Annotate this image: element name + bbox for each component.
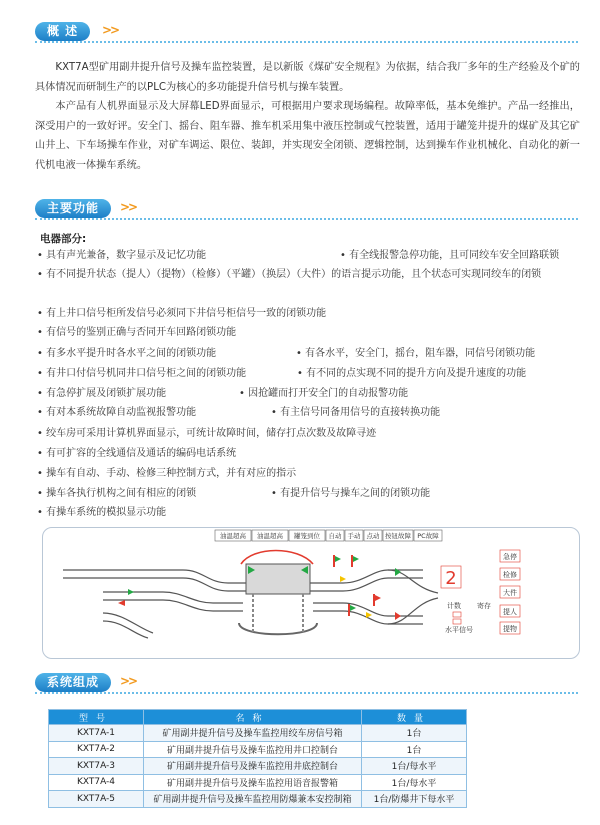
feature-item: • 有上井口信号柜所发信号必须同下井信号柜信号一致的闭锁功能 bbox=[37, 308, 327, 319]
counter-area bbox=[441, 566, 491, 634]
feature-item: • 有主信号同备用信号的直接转换功能 bbox=[271, 407, 441, 418]
system-table bbox=[48, 709, 467, 808]
dotted-divider bbox=[35, 218, 578, 220]
feature-item: • 有操车系统的模拟显示功能 bbox=[37, 507, 167, 518]
table-row bbox=[49, 774, 467, 791]
feature-item: • 有各水平，安全门，摇台，阻车器，同信号闭锁功能 bbox=[296, 348, 536, 359]
feature-item: • 有不同提升状态（提人）（提物）（检修）（平罐）（换层）（大件）的语言提示功能，且个状态可实现同绞车的闭锁 bbox=[37, 269, 542, 280]
section-title-system: 系统组成 bbox=[35, 673, 111, 692]
table-row bbox=[49, 758, 467, 775]
arrows-icon: >> bbox=[120, 674, 137, 688]
top-label-0: 油温超高 bbox=[220, 532, 246, 540]
col-header-qty: 数量 bbox=[362, 710, 467, 725]
right-label-4: 提物 bbox=[503, 625, 517, 633]
cell-qty: 1台/防爆井下每水平 bbox=[362, 791, 467, 808]
count-label: 计数 bbox=[447, 602, 461, 610]
counter-digit: 2 bbox=[445, 568, 457, 589]
section-title-overview: 概 述 bbox=[35, 22, 90, 41]
dotted-divider bbox=[35, 41, 578, 43]
cell-qty: 1台 bbox=[362, 741, 467, 758]
section-header-functions bbox=[0, 197, 600, 221]
cell-model: KXT7A-4 bbox=[49, 774, 144, 791]
feature-item: • 有对本系统故障自动监视报警功能 bbox=[37, 407, 197, 418]
electrical-subheading: 电器部分: bbox=[40, 233, 87, 245]
feature-item: • 具有声光兼备，数字显示及记忆功能 bbox=[37, 250, 207, 261]
level-label: 水平信号 bbox=[445, 626, 473, 634]
feature-item: • 因抢罐而打开安全门的自动报警功能 bbox=[239, 388, 409, 399]
feature-item: • 有信号的鉴别正确与否同开车回路闭锁功能 bbox=[37, 327, 237, 338]
feature-item: • 有井口付信号机同井口信号柜之间的闭锁功能 bbox=[37, 368, 247, 379]
table-row bbox=[49, 741, 467, 758]
top-label-2: 罐笼到位 bbox=[294, 532, 320, 540]
top-label-6: 按钮故障 bbox=[385, 532, 411, 540]
cell-model: KXT7A-2 bbox=[49, 741, 144, 758]
simulation-diagram bbox=[42, 527, 580, 659]
cage-arc bbox=[241, 551, 313, 565]
section-header-system bbox=[0, 671, 600, 695]
cell-qty: 1台/每水平 bbox=[362, 758, 467, 775]
overview-paragraph-2: 本产品有人机界面显示及大屏幕LED界面显示，可根据用户要求现场编程。故障率低，基本免维护。产品一经推出，深受用户的一致好评。安全门、摇台、阻车器、推车机采用集中液压控制或气控装置，适用于罐笼井提升的煤矿及其它矿山井上、下车场操车作业，对矿车调运、限位、装卸，并实现安全闭锁、逻辑控制，达到操车作业机械化、自动化的新一代机电液一体操车系统。 bbox=[35, 101, 580, 171]
feature-item: • 有全线报警急停功能，且可同绞车安全回路联锁 bbox=[340, 250, 560, 261]
col-header-model: 型号 bbox=[49, 710, 144, 725]
cell-model: KXT7A-3 bbox=[49, 758, 144, 775]
overview-text bbox=[35, 58, 580, 175]
overview-paragraph-1: KXT7A型矿用副井提升信号及操车监控装置，是以新版《煤矿安全规程》为依据，结合我厂多年的生产经验及个矿的具体情况而研制生产的以PLC为核心的多功能提升信号机与操车装置。 bbox=[35, 62, 580, 93]
top-label-1: 油温超高 bbox=[257, 532, 283, 540]
right-label-1: 检修 bbox=[503, 571, 517, 579]
cell-name: 矿用副井提升信号及操车监控用防爆兼本安控制箱 bbox=[144, 791, 362, 808]
top-label-4: 手动 bbox=[347, 532, 361, 540]
cell-name: 矿用副井提升信号及操车监控用绞车房信号箱 bbox=[144, 725, 362, 742]
cell-name: 矿用副井提升信号及操车监控用井口控制台 bbox=[144, 741, 362, 758]
feature-item: • 有急停扩展及闭锁扩展功能 bbox=[37, 388, 167, 399]
feature-item: • 操车有自动、手动、检修三种控制方式，并有对应的指示 bbox=[37, 468, 297, 479]
feature-item: • 绞车房可采用计算机界面显示，可统计故障时间，储存打点次数及故障寻迹 bbox=[37, 428, 377, 439]
right-label-3: 提人 bbox=[503, 608, 517, 616]
section-title-functions: 主要功能 bbox=[35, 199, 111, 218]
table-row bbox=[49, 791, 467, 808]
feature-item: • 有不同的点实现不同的提升方向及提升速度的功能 bbox=[297, 368, 527, 379]
cage-bottom bbox=[239, 623, 317, 634]
cell-model: KXT7A-1 bbox=[49, 725, 144, 742]
right-label-0: 急停 bbox=[503, 553, 517, 561]
section-header-overview bbox=[0, 20, 600, 44]
top-label-7: PC故障 bbox=[417, 532, 439, 540]
feature-item: • 有提升信号与操车之间的闭锁功能 bbox=[271, 488, 431, 499]
arrows-icon: >> bbox=[120, 200, 137, 214]
cell-name: 矿用副井提升信号及操车监控用井底控制台 bbox=[144, 758, 362, 775]
cell-model: KXT7A-5 bbox=[49, 791, 144, 808]
feature-item: • 有多水平提升时各水平之间的闭锁功能 bbox=[37, 348, 217, 359]
store-label: 寄存 bbox=[477, 602, 491, 610]
col-header-name: 名称 bbox=[144, 710, 362, 725]
top-label-5: 点动 bbox=[366, 532, 380, 540]
dotted-divider bbox=[35, 692, 578, 694]
cell-qty: 1台/每水平 bbox=[362, 774, 467, 791]
track-diagram-svg bbox=[43, 528, 581, 660]
arrows-icon: >> bbox=[102, 23, 119, 37]
cell-qty: 1台 bbox=[362, 725, 467, 742]
right-label-2: 大件 bbox=[503, 589, 517, 597]
cage-top bbox=[246, 564, 310, 594]
feature-item: • 操车各执行机构之间有相应的闭锁 bbox=[37, 488, 197, 499]
cell-name: 矿用副井提升信号及操车监控用语音报警箱 bbox=[144, 774, 362, 791]
table-row bbox=[49, 725, 467, 742]
feature-item: • 有可扩容的全线通信及通话的编码电话系统 bbox=[37, 448, 237, 459]
top-label-3: 自动 bbox=[328, 532, 342, 540]
table-header-row bbox=[49, 710, 467, 725]
